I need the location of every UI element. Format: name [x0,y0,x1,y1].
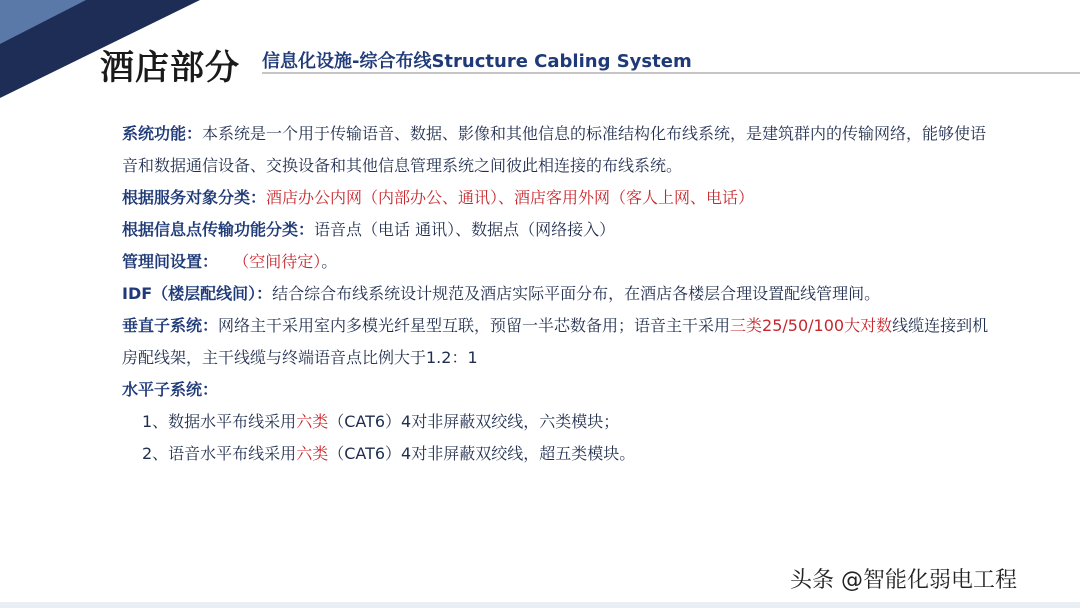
horizontal-item-data [100,406,1000,438]
idf-paragraph [100,278,1000,310]
info-point-paragraph [100,214,1000,246]
vertical-subsystem-text-2: 线缆连接到机房配线架，主干线缆与终端语音点比例大于1.2：1 [122,316,989,367]
horizontal-item-data-red: 六类 [296,412,329,431]
horizontal-item-voice-prefix: 2、语音水平布线采用 [142,444,297,463]
vertical-subsystem-text-1: 网络主干采用室内多模光纤星型互联，预留一半芯数备用；语音主干采用 [218,316,731,335]
info-point-label: 根据信息点传输功能分类： [122,220,315,239]
system-function-label: 系统功能： [122,124,203,143]
bottom-bar [0,602,1080,608]
idf-text: 结合综合布线系统设计规范及酒店实际平面分布，在酒店各楼层合理设置配线管理间。 [272,284,881,303]
vertical-subsystem-label: 垂直子系统： [122,316,219,335]
horizontal-subsystem-paragraph [100,374,1000,406]
service-category-text: 酒店办公内网（内部办公、通讯）、酒店客用外网（客人上网、电话） [266,188,755,207]
info-point-text: 语音点（电话 通讯）、数据点（网络接入） [314,220,616,239]
management-room-tail: 。 [321,252,338,271]
idf-label: IDF（楼层配线间）： [122,284,273,303]
management-room-paragraph [100,246,1000,278]
watermark-text: 头条 @智能化弱电工程 [790,568,1017,593]
management-room-label: 管理间设置： [122,252,219,271]
header-divider [262,72,1080,74]
page-subtitle: 信息化设施-综合布线Structure Cabling System [262,51,692,72]
horizontal-item-voice-suffix: （CAT6）4对非屏蔽双绞线，超五类模块。 [328,444,636,463]
system-function-paragraph [100,118,1000,182]
horizontal-item-voice [100,438,1000,470]
horizontal-item-voice-red: 六类 [296,444,329,463]
horizontal-item-data-prefix: 1、数据水平布线采用 [142,412,297,431]
system-function-text: 本系统是一个用于传输语音、数据、影像和其他信息的标准结构化布线系统，是建筑群内的传输网络，能够使语音和数据通信设备、交换设备和其他信息管理系统之间彼此相连接的布线系统。 [122,124,987,175]
page-title: 酒店部分 [100,48,240,88]
content-body [100,118,1000,470]
service-category-label: 根据服务对象分类： [122,188,267,207]
vertical-subsystem-paragraph [100,310,1000,374]
horizontal-subsystem-label: 水平子系统： [122,380,219,399]
service-category-paragraph [100,182,1000,214]
vertical-subsystem-red-text: 三类25/50/100大对数 [730,316,893,335]
management-room-text: （空间待定） [233,252,322,271]
horizontal-item-data-suffix: （CAT6）4对非屏蔽双绞线，六类模块； [328,412,620,431]
corner-decoration-light [0,0,86,44]
